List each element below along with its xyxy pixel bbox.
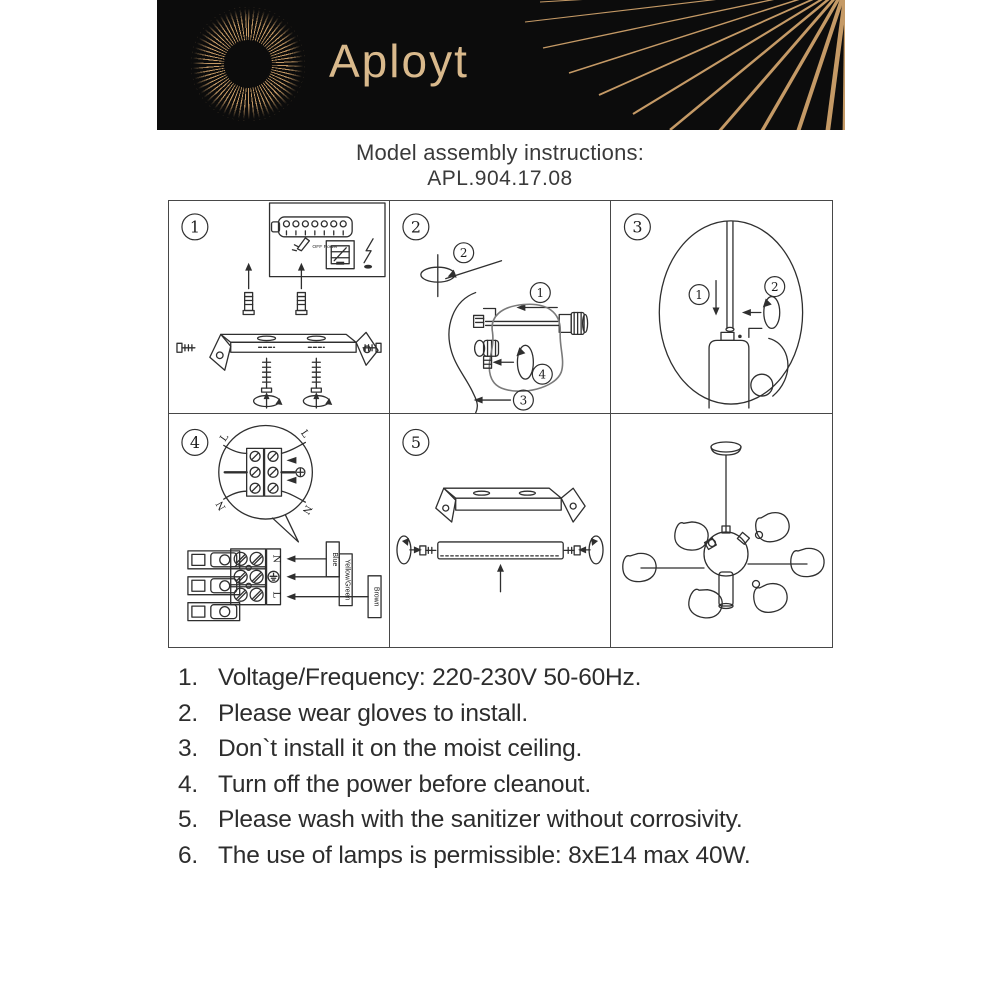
item-text: Don`t install it on the moist ceiling. <box>218 735 583 762</box>
panel-2-diagram <box>390 201 610 413</box>
svg-text:Blue: Blue <box>330 552 338 567</box>
panel-4-diagram <box>169 414 389 647</box>
list-item <box>178 767 858 803</box>
step-badge <box>624 214 650 240</box>
svg-text:2: 2 <box>459 246 468 261</box>
list-item <box>178 660 858 696</box>
svg-text:1: 1 <box>695 288 703 303</box>
wire-arrow <box>286 457 296 464</box>
wall-anchor-right-icon <box>296 263 307 315</box>
step-badge <box>182 214 208 240</box>
wiring-magnifier <box>214 425 313 541</box>
wire-label-brown <box>368 576 381 618</box>
up-arrow <box>497 564 504 592</box>
power-off-inset <box>270 203 385 277</box>
svg-text:L: L <box>218 432 232 444</box>
svg-text:L: L <box>298 428 311 440</box>
shade-hint-arcs <box>751 338 788 396</box>
list-item <box>178 696 858 732</box>
instruction-list <box>178 660 858 873</box>
step-1-insert <box>689 281 719 316</box>
list-item <box>178 802 858 838</box>
svg-text:Yellow/Green: Yellow/Green <box>343 559 351 601</box>
item-number: 4. <box>178 770 199 798</box>
svg-text:L: L <box>270 591 282 599</box>
step-badge <box>403 214 429 240</box>
instruction-grid <box>168 200 833 648</box>
svg-text:2: 2 <box>410 217 421 237</box>
svg-text:1: 1 <box>536 286 545 301</box>
earth-ground-icon <box>268 571 279 582</box>
arm-rod-icon <box>486 312 588 334</box>
svg-text:4: 4 <box>189 432 200 452</box>
panel-5-diagram <box>390 414 610 647</box>
item-text: The use of lamps is permissible: 8xE14 max 40W. <box>218 841 751 869</box>
socket-cylinder-icon <box>709 328 762 408</box>
rod-icon <box>726 222 734 331</box>
step-2-rotate <box>742 277 785 329</box>
step-badge <box>403 429 429 455</box>
terminal-strip-icon <box>272 217 353 237</box>
svg-text:4: 4 <box>538 367 547 382</box>
step-badge <box>182 429 208 455</box>
wire-label-yellow-green <box>339 554 352 606</box>
item-text: Turn off the power before cleanout. <box>218 770 591 798</box>
page-title: Model assembly instructions: <box>355 140 645 165</box>
item-number: 5. <box>178 806 199 833</box>
svg-text:3: 3 <box>632 217 643 237</box>
item-number: 2. <box>178 699 199 727</box>
screw-left-icon <box>254 358 283 408</box>
step-3-arrow <box>474 390 534 410</box>
connector-plugs <box>188 551 240 621</box>
magnifier-ellipse <box>659 221 802 404</box>
panel-3 <box>611 201 832 414</box>
svg-text:N: N <box>214 498 229 512</box>
terminal-label-column <box>267 549 282 605</box>
item-text: Please wash with the sanitizer without corrosivity. <box>218 806 743 833</box>
panel-1-diagram <box>169 201 389 413</box>
panel-3-diagram <box>611 201 832 413</box>
mounting-bracket-icon <box>436 488 585 522</box>
mounting-bracket-icon <box>210 332 378 370</box>
step-2-rotate <box>421 243 502 297</box>
shade-icon <box>753 510 791 545</box>
svg-text:N: N <box>299 502 314 516</box>
panel-6 <box>611 414 832 647</box>
screw-right-icon <box>303 358 332 408</box>
chandelier-icon <box>623 442 824 621</box>
svg-text:5: 5 <box>410 432 421 452</box>
svg-text:N: N <box>270 554 282 564</box>
item-number: 6. <box>178 841 199 869</box>
panel-5 <box>390 414 611 647</box>
wall-anchor-left-icon <box>243 263 254 315</box>
finished-product-diagram <box>611 414 832 647</box>
side-screw-left <box>397 536 436 564</box>
side-screw-left-icon <box>177 343 195 352</box>
corner-rays-icon <box>495 0 845 130</box>
hand-press-icon <box>292 238 309 251</box>
step-1-arrow <box>516 283 557 311</box>
svg-text:3: 3 <box>519 393 528 408</box>
shade-icon <box>791 548 824 576</box>
step-4-rotate <box>484 345 553 384</box>
wire-arrow <box>286 477 296 484</box>
brand-banner <box>157 0 845 130</box>
panel-2 <box>390 201 611 414</box>
canopy-bar-icon <box>438 542 563 559</box>
list-item <box>178 838 858 874</box>
svg-text:1: 1 <box>189 217 200 237</box>
item-text: Please wear gloves to install. <box>218 699 528 727</box>
item-text: Voltage/Frequency: 220-230V 50-60Hz. <box>218 664 642 691</box>
wire-label-blue <box>326 542 339 577</box>
svg-text:Brown: Brown <box>372 586 380 607</box>
lightning-icon <box>364 239 373 269</box>
item-number: 3. <box>178 735 199 762</box>
side-screw-right <box>564 536 603 564</box>
list-item <box>178 731 858 767</box>
inset-note: OFF Power <box>312 244 338 250</box>
model-number: APL.904.17.08 <box>427 167 573 190</box>
panel-1 <box>169 201 390 414</box>
brand-wordmark: Aployt <box>329 35 469 87</box>
sunburst-logo-icon <box>191 7 305 121</box>
panel-4 <box>169 414 390 647</box>
wire-color-callouts <box>286 542 381 618</box>
item-number: 1. <box>178 664 199 691</box>
svg-text:2: 2 <box>770 280 779 295</box>
